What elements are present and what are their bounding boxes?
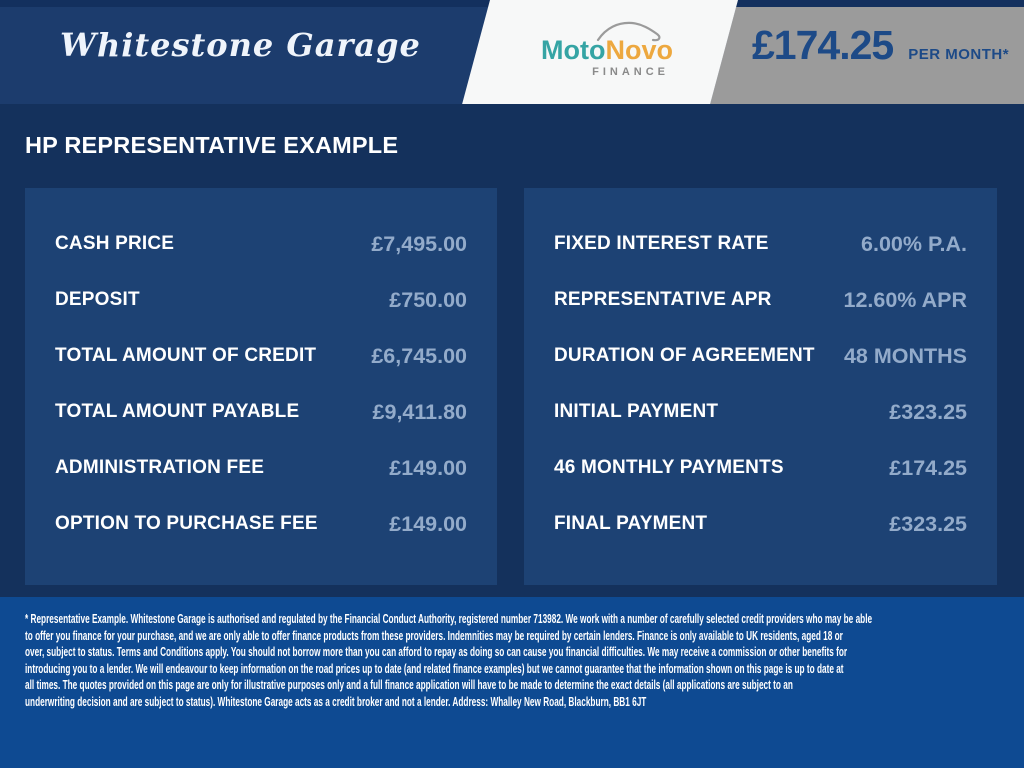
finance-row-label: FIXED INTEREST RATE: [554, 233, 769, 254]
finance-row-value: £323.25: [889, 399, 967, 424]
monthly-price-suffix: PER MONTH*: [908, 46, 1010, 63]
finance-row-value: 6.00% P.A.: [861, 231, 967, 256]
monthly-price: £174.25: [752, 22, 894, 68]
motonovo-novo-text: Novo: [605, 35, 673, 65]
legal-text-line: introducing you to a lender. We will endeavour to keep information on the road prices up to date (and related finance examples) but we cannot guarantee that the information shown on this page is up to date at: [25, 661, 844, 676]
finance-row-value: £6,745.00: [371, 343, 467, 368]
finance-row-label: TOTAL AMOUNT PAYABLE: [55, 401, 300, 422]
finance-row-label: INITIAL PAYMENT: [554, 401, 719, 422]
motonovo-wordmark: [541, 35, 673, 66]
finance-row: [55, 216, 467, 272]
finance-row-value: 48 MONTHS: [843, 343, 967, 368]
finance-row-value: £323.25: [889, 511, 967, 536]
finance-row-label: CASH PRICE: [55, 233, 175, 254]
motonovo-finance-text: FINANCE: [592, 66, 669, 78]
finance-row: [554, 216, 967, 272]
monthly-price-block: [752, 22, 1009, 69]
finance-panel-right: [524, 188, 997, 585]
legal-text-line: * Representative Example. Whitestone Garage is authorised and regulated by the Financial Conduct Authority, registered number 713982. We work with a number of carefully selected credit providers who may be able: [25, 612, 873, 626]
finance-row: [55, 328, 467, 384]
finance-row: [554, 496, 967, 552]
legal-text-line: over, subject to status. Terms and Conditions apply. You should not borrow more than you can afford to repay as doing so can cause you financial difficulties. We may receive a commission or other benefits for: [25, 645, 848, 660]
legal-text-line: to offer you finance for your purchase, and we are only able to offer finance products from these providers. Indemnities may be required by certain lenders. Finance is only available to UK residents, aged 18 or: [25, 628, 843, 643]
legal-text-line: underwriting decision and are subject to status). Whitestone Garage acts as a credit broker and not a lender. Address: Whalley New Road, Blackburn, BB1 6JT: [25, 694, 647, 709]
finance-row: [55, 440, 467, 496]
finance-row-label: FINAL PAYMENT: [554, 513, 708, 534]
finance-row-label: TOTAL AMOUNT OF CREDIT: [55, 345, 317, 366]
legal-text-line: all times. The quotes provided on this page are only for illustrative purposes only and a full finance application will have to be made to determine the exact details (all applications are subject to an: [25, 678, 793, 693]
finance-panel-left: [25, 188, 497, 585]
finance-row-value: £149.00: [389, 455, 467, 480]
finance-row-value: £750.00: [389, 287, 467, 312]
finance-row: [55, 384, 467, 440]
finance-row-value: £149.00: [389, 511, 467, 536]
finance-row: [55, 272, 467, 328]
finance-row-value: £7,495.00: [371, 231, 467, 256]
finance-row-label: ADMINISTRATION FEE: [55, 457, 265, 478]
page-title: HP REPRESENTATIVE EXAMPLE: [25, 132, 399, 158]
finance-row-label: DEPOSIT: [55, 289, 140, 310]
finance-row-label: DURATION OF AGREEMENT: [554, 345, 815, 366]
finance-row: [55, 496, 467, 552]
finance-row-value: 12.60% APR: [843, 287, 967, 312]
legal-footer: [0, 597, 1024, 768]
dealer-logo: Whitestone Garage: [60, 26, 421, 64]
finance-row: [554, 328, 967, 384]
motonovo-moto-text: Moto: [541, 35, 606, 65]
motonovo-finance-logo: [541, 20, 673, 80]
header-bar: [0, 0, 1024, 104]
finance-row-label: OPTION TO PURCHASE FEE: [55, 513, 318, 534]
finance-row-value: £9,411.80: [372, 399, 467, 424]
finance-row-label: 46 MONTHLY PAYMENTS: [554, 457, 784, 478]
finance-row: [554, 384, 967, 440]
finance-row: [554, 272, 967, 328]
finance-row-value: £174.25: [889, 455, 967, 480]
finance-row: [554, 440, 967, 496]
finance-row-label: REPRESENTATIVE APR: [554, 289, 772, 310]
